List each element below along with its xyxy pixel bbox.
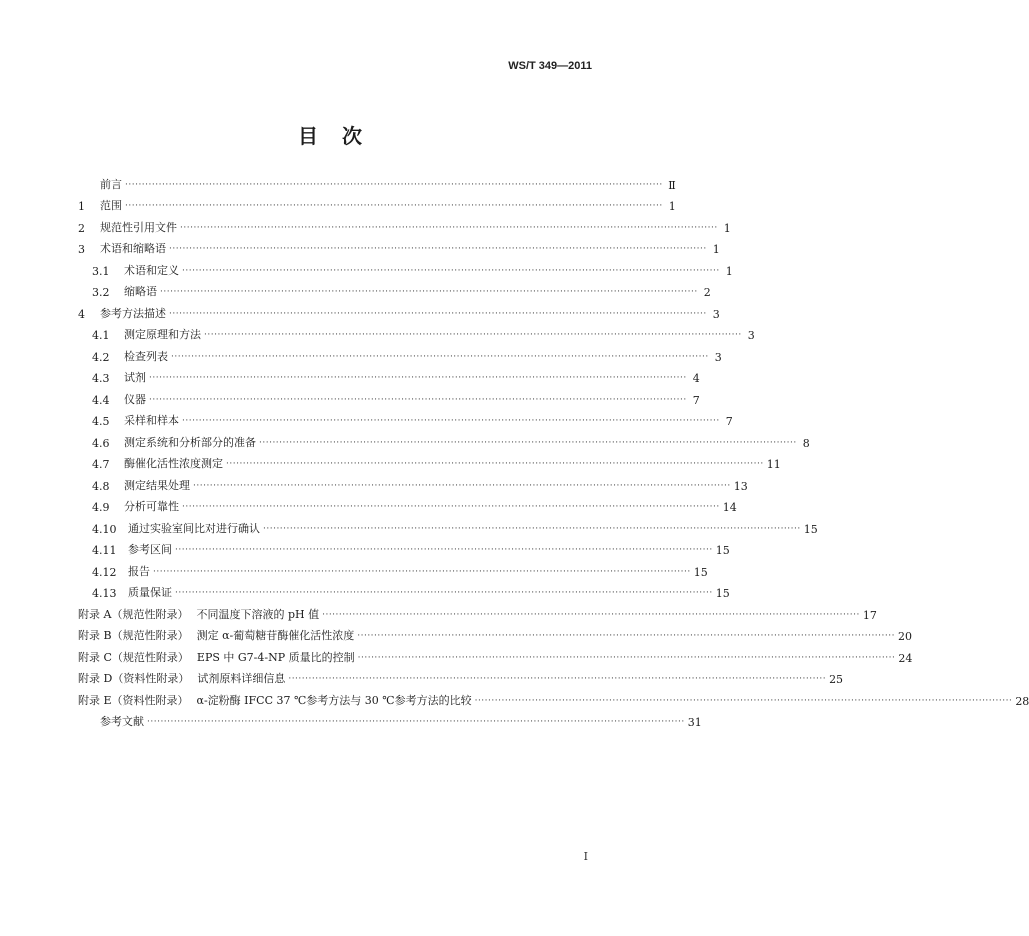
- dot-leader: ································································································································································: [147, 717, 685, 727]
- toc-entry-number: 附录 C（规范性附录）: [78, 650, 189, 664]
- toc-entry-page: Ⅱ: [668, 178, 676, 192]
- dot-leader: ································································································································································: [182, 502, 720, 512]
- toc-entry-number: 附录 E（资料性附录）: [78, 693, 189, 707]
- toc-entry[interactable]: [78, 278, 711, 300]
- toc-entry-title: 前言: [100, 177, 122, 191]
- toc-entry-number: 4.3: [92, 372, 110, 385]
- dot-leader: ································································································································································: [288, 674, 827, 684]
- toc-entry-number: 3: [78, 243, 85, 256]
- toc-entry-title: 测定原理和方法: [124, 328, 201, 341]
- toc-entry-page: 15: [715, 544, 730, 557]
- toc-entry-page: 4: [692, 372, 700, 385]
- toc-entry[interactable]: [78, 600, 877, 622]
- toc-entry[interactable]: [78, 493, 737, 515]
- toc-entry-number: 4.12: [92, 565, 117, 579]
- toc-entry-number: 附录 A（规范性附录）: [78, 607, 189, 621]
- toc-entry-number: 4.11: [92, 544, 117, 557]
- dot-leader: ································································································································································: [259, 437, 797, 448]
- dot-leader: ································································································································································: [226, 459, 764, 469]
- toc-entry[interactable]: [78, 407, 733, 429]
- toc-entry-title: 规范性引用文件: [100, 220, 177, 234]
- toc-entry-title: 测定结果处理: [124, 478, 190, 492]
- dot-leader: ································································································································································: [169, 244, 707, 254]
- dot-leader: ································································································································································: [125, 179, 663, 190]
- toc-entry-page: 2: [703, 286, 711, 299]
- toc-entry-number: 1: [78, 200, 85, 213]
- dot-leader: ································································································································································: [474, 695, 1013, 706]
- dot-leader: ································································································································································: [149, 394, 687, 405]
- toc-entry-title: 不同温度下溶液的 pH 值: [196, 607, 320, 621]
- toc-entry-title: 采样和样本: [124, 414, 179, 427]
- page-title: 目 次: [298, 124, 364, 148]
- table-of-contents: [78, 170, 1029, 729]
- dot-leader: ································································································································································: [160, 287, 698, 297]
- toc-entry[interactable]: [78, 192, 676, 214]
- toc-entry-page: 1: [668, 200, 676, 213]
- toc-entry-page: 3: [714, 350, 722, 364]
- toc-entry-number: 4.5: [92, 415, 110, 428]
- toc-entry-title: 酶催化活性浓度测定: [124, 457, 223, 470]
- toc-entry-title: 缩略语: [124, 285, 157, 298]
- toc-entry-title: 测定系统和分析部分的准备: [124, 435, 256, 449]
- toc-entry[interactable]: [78, 364, 700, 386]
- toc-entry-page: 25: [829, 673, 844, 686]
- toc-entry[interactable]: [78, 235, 720, 257]
- toc-entry-title: 试剂: [124, 371, 146, 384]
- toc-entry-title: 术语和定义: [124, 263, 179, 277]
- toc-entry-page: 24: [898, 651, 913, 665]
- toc-entry-title: 参考文献: [100, 715, 144, 728]
- toc-entry-title: 通过实验室间比对进行确认: [128, 521, 260, 535]
- toc-entry-number: 3.1: [92, 264, 110, 278]
- toc-entry[interactable]: [78, 622, 912, 644]
- toc-entry-number: 4.9: [92, 501, 110, 514]
- toc-entry-number: 2: [78, 221, 85, 235]
- dot-leader: ································································································································································: [322, 609, 860, 620]
- toc-entry-title: 检查列表: [124, 349, 168, 363]
- toc-entry-title: 质量保证: [128, 586, 172, 599]
- toc-entry-title: 参考区间: [128, 543, 172, 556]
- toc-entry-number: 4.6: [92, 436, 110, 450]
- toc-entry-number: 4.2: [92, 350, 110, 364]
- standard-code: WS/T 349—2011: [508, 60, 592, 72]
- toc-entry[interactable]: [78, 170, 676, 192]
- toc-entry-number: 附录 D（资料性附录）: [78, 672, 190, 685]
- toc-entry-title: 术语和缩略语: [100, 242, 166, 255]
- toc-entry-title: 参考方法描述: [100, 306, 166, 320]
- toc-entry-number: 4.7: [92, 458, 110, 471]
- dot-leader: ································································································································································: [125, 201, 663, 211]
- toc-entry[interactable]: [78, 643, 913, 665]
- toc-entry-page: 8: [802, 436, 810, 450]
- dot-leader: ································································································································································: [175, 545, 713, 555]
- toc-entry-page: 7: [725, 415, 733, 428]
- toc-entry[interactable]: [78, 514, 818, 536]
- toc-entry[interactable]: [78, 536, 730, 558]
- dot-leader: ································································································································································: [182, 265, 720, 276]
- toc-entry[interactable]: [78, 557, 708, 579]
- toc-entry-page: 1: [725, 264, 733, 278]
- dot-leader: ································································································································································: [180, 222, 718, 233]
- toc-entry-title: 报告: [128, 564, 150, 578]
- toc-entry-page: 20: [897, 630, 912, 643]
- toc-entry-number: 4.13: [92, 587, 117, 600]
- toc-entry-page: 7: [692, 393, 700, 407]
- toc-entry-page: 14: [722, 501, 737, 514]
- toc-entry-title: 试剂原料详细信息: [197, 672, 286, 685]
- toc-entry-page: 15: [715, 587, 730, 600]
- toc-entry-page: 31: [687, 716, 702, 729]
- toc-entry-title: 测定 α-葡萄糖苷酶催化活性浓度: [196, 629, 355, 642]
- toc-entry-page: 17: [862, 608, 877, 622]
- toc-entry-page: 28: [1015, 694, 1029, 708]
- toc-entry[interactable]: [78, 579, 730, 601]
- toc-entry[interactable]: [78, 428, 810, 450]
- toc-entry-number: 4.8: [92, 479, 110, 493]
- dot-leader: ································································································································································: [357, 652, 896, 663]
- toc-entry[interactable]: [78, 321, 755, 343]
- toc-entry-number: 4: [78, 307, 85, 321]
- toc-entry-title: 范围: [100, 199, 122, 212]
- toc-entry[interactable]: [78, 665, 844, 687]
- toc-entry-number: 3.2: [92, 286, 110, 299]
- toc-entry-number: 4.1: [92, 329, 110, 342]
- dot-leader: ································································································································································: [204, 330, 742, 340]
- dot-leader: ································································································································································: [169, 308, 707, 319]
- dot-leader: ································································································································································: [171, 351, 709, 362]
- toc-entry[interactable]: [78, 708, 702, 730]
- toc-entry[interactable]: [78, 213, 731, 235]
- dot-leader: ································································································································································: [193, 480, 731, 491]
- toc-entry-page: 1: [712, 243, 720, 256]
- page-number: I: [583, 850, 588, 863]
- dot-leader: ································································································································································: [175, 588, 713, 598]
- toc-entry-title: EPS 中 G7-4-NP 质量比的控制: [196, 650, 355, 664]
- toc-entry-number: 4.10: [92, 522, 117, 536]
- toc-entry-title: α-淀粉酶 IFCC 37 ℃参考方法与 30 ℃参考方法的比较: [196, 693, 472, 707]
- toc-entry[interactable]: [78, 342, 722, 364]
- toc-entry-number: 4.4: [92, 393, 110, 407]
- toc-entry-page: 15: [693, 565, 708, 579]
- toc-entry[interactable]: [78, 299, 720, 321]
- toc-entry[interactable]: [78, 256, 733, 278]
- toc-entry-title: 分析可靠性: [124, 500, 179, 513]
- toc-entry-title: 仪器: [124, 392, 146, 406]
- dot-leader: ································································································································································: [182, 416, 720, 426]
- dot-leader: ································································································································································: [357, 631, 895, 641]
- toc-entry-page: 11: [766, 458, 781, 471]
- toc-entry[interactable]: [78, 686, 1029, 708]
- toc-entry[interactable]: [78, 471, 748, 493]
- toc-entry-page: 3: [712, 307, 720, 321]
- toc-entry-page: 1: [723, 221, 731, 235]
- toc-entry-number: 附录 B（规范性附录）: [78, 629, 189, 642]
- dot-leader: ································································································································································: [263, 523, 801, 534]
- toc-entry[interactable]: [78, 450, 781, 472]
- toc-entry-page: 13: [733, 479, 748, 493]
- toc-entry-page: 3: [747, 329, 755, 342]
- toc-entry[interactable]: [78, 385, 700, 407]
- dot-leader: ································································································································································: [149, 373, 687, 383]
- dot-leader: ································································································································································: [153, 566, 691, 577]
- toc-entry-page: 15: [803, 522, 818, 536]
